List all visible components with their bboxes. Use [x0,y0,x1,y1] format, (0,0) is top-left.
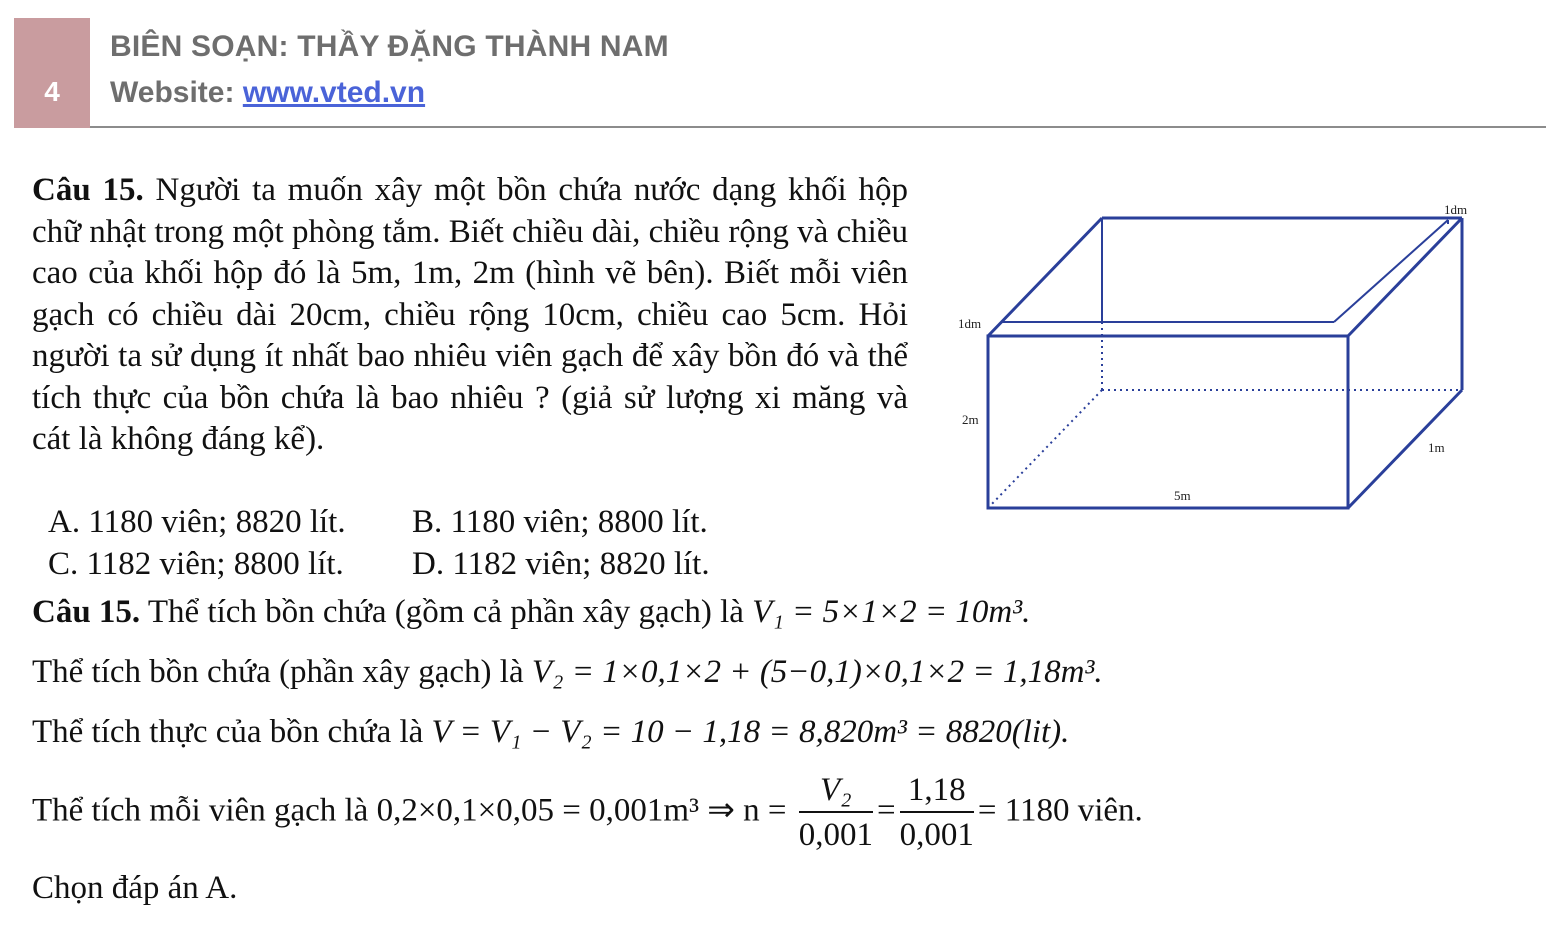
tank-figure [940,190,1500,520]
inner-top-right [1334,220,1448,322]
solution-unit: viên. [1069,792,1143,829]
solution-result: = 1180 [977,792,1070,829]
solution-line-2-math: V₂ = 1×0,1×2 + (5−0,1)×0,1×2 = 1,18m³. [531,654,1103,690]
option-b: B. 1180 viên; 8800 lít. [412,504,708,540]
option-d: D. 1182 viên; 8820 lít. [412,546,710,582]
solution-line-1-math: V₁ = 5×1×2 = 10m³. [752,594,1031,630]
option-c: C. 1182 viên; 8800 lít. [48,546,344,582]
page-number: 4 [44,76,60,107]
fraction-value-numerator: 1,18 [900,772,974,813]
solution-line-3 [32,714,1069,751]
edge-top-right [1348,218,1462,336]
website-link[interactable]: www.vted.vn [242,76,426,109]
question-text [32,170,908,461]
figure-label-length: 5m [1174,488,1191,503]
website-label: Website: [110,76,243,109]
figure-label-height: 2m [962,412,979,427]
question-body: Người ta muốn xây một bồn chứa nước dạng khối hộp chữ nhật trong một phòng tắm. Biết chiều dài, chiều rộng và chiều cao của khối hộp đó là 5m, 1m, 2m (hình vẽ bên). Biết mỗi viên gạch có chiều dài 20cm, chiều rộng 10cm, chiều cao 5cm. Hỏi người ta sử dụng ít nhất bao nhiêu viên gạch để xây bồn đó và thể tích thực của bồn chứa là bao nhiêu ? (giả sử lượng xi măng và cát là không đáng kể). [32,172,908,457]
solution-line-4-math: 0,2×0,1×0,05 = 0,001m³ ⇒ n = [376,792,787,829]
solution-line-3-text: Thể tích thực của bồn chứa là [32,714,432,750]
edge-bottom-right [1348,390,1462,508]
solution-conclusion: Chọn đáp án A. [32,870,238,906]
fraction-v2-denominator: 0,001 [798,817,873,853]
figure-label-1dm-left: 1dm [958,316,982,331]
header-title: BIÊN SOẠN: THẦY ĐẶNG THÀNH NAM [110,30,669,63]
fraction-value [900,772,974,854]
solution-line-4-text: Thể tích mỗi viên gạch là [32,792,377,829]
solution-line-4: Thể tích mỗi viên gạch là 0,2×0,1×0,05 = 0,001m³ ⇒ n = $\frac{\text{V₂}}{0,001}$ = $\frac{1,18}{0,001}$ = 1180 viên. [32,772,1143,853]
solution-label: Câu 15. [32,594,141,630]
question-label: Câu 15. [32,172,144,208]
solution-line-2 [32,654,1103,691]
figure-label-1dm-top: 1dm [1444,202,1468,217]
fraction-value-denominator: 0,001 [899,817,974,853]
header-website [110,76,425,110]
option-a: A. 1180 viên; 8820 lít. [48,504,346,540]
front-face [988,336,1348,508]
fraction-v2-numerator: V₂ [799,772,873,813]
page-number-box [14,18,90,128]
solution-line-2-text: Thể tích bồn chứa (phần xây gạch) là [32,654,532,690]
solution-line-1-text: Thể tích bồn chứa (gồm cả phần xây gạch) là [140,594,753,630]
header-divider [90,126,1546,128]
figure-label-depth: 1m [1428,440,1445,455]
edge-top-left [988,218,1102,336]
fraction-v2 [799,772,873,854]
hidden-left-bottom [988,390,1102,508]
solution-line-3-math: V = V₁ − V₂ = 10 − 1,18 = 8,820m³ = 8820(lit). [431,714,1070,750]
solution-line-1 [32,594,1030,631]
